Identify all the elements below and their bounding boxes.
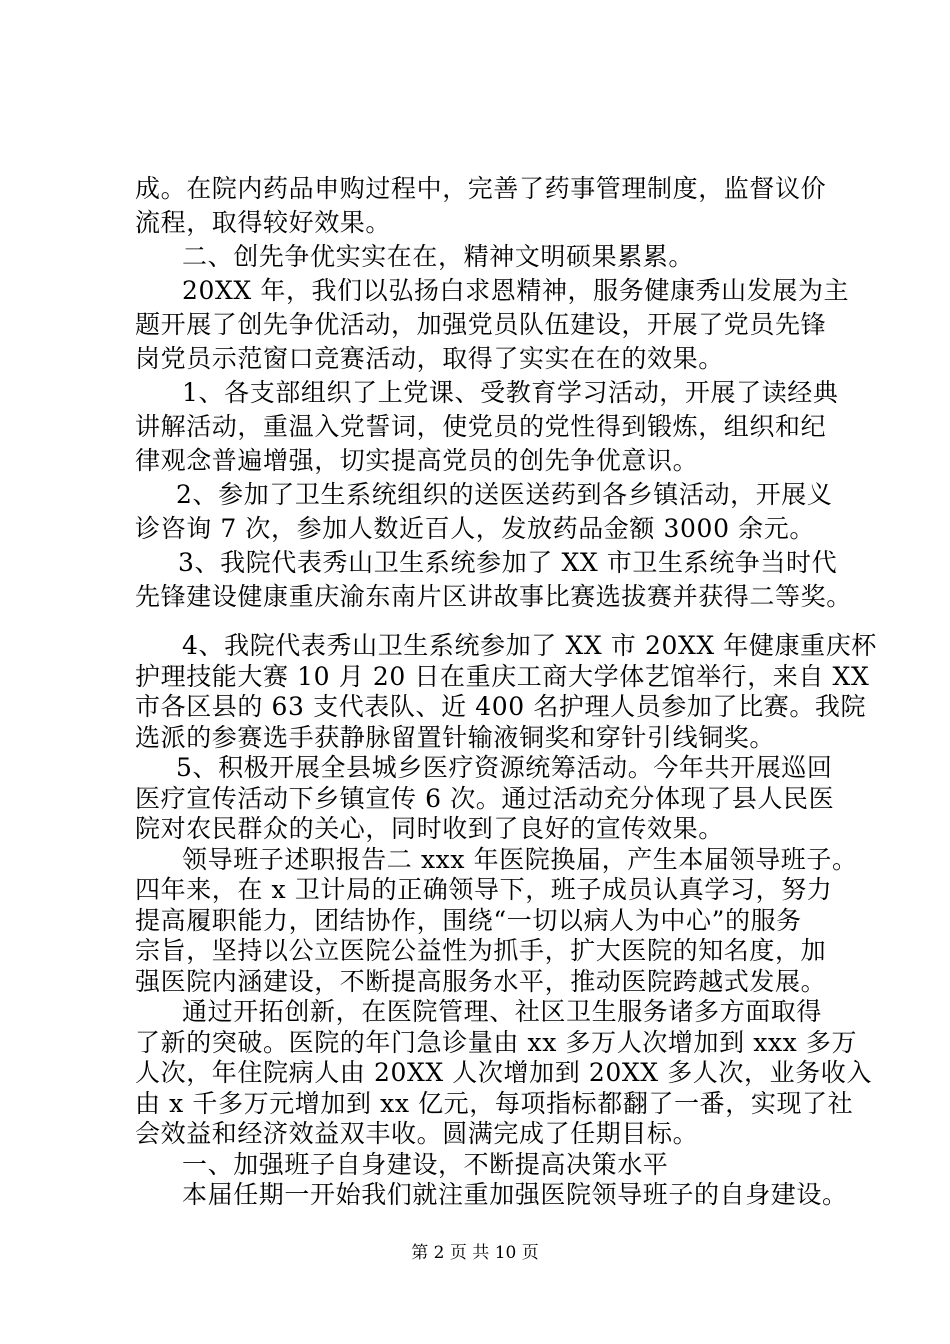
text-line: 市各区县的 63 支代表队、近 400 名护理人员参加了比赛。我院 [135,692,867,721]
text-line: 讲解活动，重温入党誓词，使党员的党性得到锻炼，组织和纪 [135,412,827,441]
text-line: 领导班子述职报告二 xxx 年医院换届，产生本届领导班子。 [182,845,858,874]
text-line: 岗党员示范窗口竞赛活动，取得了实实在在的效果。 [135,344,724,373]
text-line: 会效益和经济效益双丰收。圆满完成了任期目标。 [135,1119,699,1148]
text-line: 护理技能大赛 10 月 20 日在重庆工商大学体艺馆举行，来自 XX [135,662,870,691]
text-line: 题开展了创先争优活动，加强党员队伍建设，开展了党员先锋 [135,310,827,339]
text-line: 律观念普遍增强，切实提高党员的创先争优意识。 [135,446,699,475]
text-line: 医疗宣传活动下乡镇宣传 6 次。通过活动充分体现了县人民医 [135,784,835,813]
text-line: 院对农民群众的关心，同时收到了良好的宣传效果。 [135,814,724,843]
page-number: 第 2 页 共 10 页 [411,1243,539,1263]
text-line: 通过开拓创新，在医院管理、社区卫生服务诸多方面取得 [182,997,823,1026]
text-line: 1、各支部组织了上党课、受教育学习活动，开展了读经典 [182,378,839,407]
text-line: 流程，取得较好效果。 [135,208,392,237]
text-line: 强医院内涵建设，不断提高服务水平，推动医院跨越式发展。 [135,967,827,996]
text-line: 本届任期一开始我们就注重加强医院领导班子的自身建设。 [182,1180,848,1209]
text-line: 先锋建设健康重庆渝东南片区讲故事比赛选拔赛并获得二等奖。 [135,582,852,611]
text-line: 四年来，在 x 卫计局的正确领导下，班子成员认真学习，努力 [135,875,833,904]
section-heading: 一、加强班子自身建设，不断提高决策水平 [182,1150,669,1179]
text-line: 4、我院代表秀山卫生系统参加了 XX 市 20XX 年健康重庆杯 [182,631,877,660]
text-line: 20XX 年，我们以弘扬白求恩精神，服务健康秀山发展为主 [182,276,850,305]
text-line: 宗旨，坚持以公立医院公益性为抓手，扩大医院的知名度，加 [135,936,827,965]
section-heading: 二、创先争优实实在在，精神文明硕果累累。 [182,242,695,271]
text-line: 2、参加了卫生系统组织的送医送药到各乡镇活动，开展义 [176,480,833,509]
text-line: 3、我院代表秀山卫生系统参加了 XX 市卫生系统争当时代 [178,548,838,577]
text-line: 成。在院内药品申购过程中，完善了药事管理制度，监督议价 [135,174,827,203]
text-line: 诊咨询 7 次，参加人数近百人，发放药品金额 3000 余元。 [135,514,815,543]
text-line: 提高履职能力，团结协作，围绕“一切以病人为中心”的服务 [135,906,802,935]
text-line: 选派的参赛选手获静脉留置针输液铜奖和穿针引线铜奖。 [135,723,776,752]
text-line: 由 x 千多万元增加到 xx 亿元，每项指标都翻了一番，实现了社 [135,1089,854,1118]
text-line: 人次，年住院病人由 20XX 人次增加到 20XX 多人次，业务收入 [135,1058,873,1087]
text-line: 了新的突破。医院的年门急诊量由 xx 多万人次增加到 xxx 多万 [135,1028,858,1057]
text-line: 5、积极开展全县城乡医疗资源统筹活动。今年共开展巡回 [176,753,833,782]
